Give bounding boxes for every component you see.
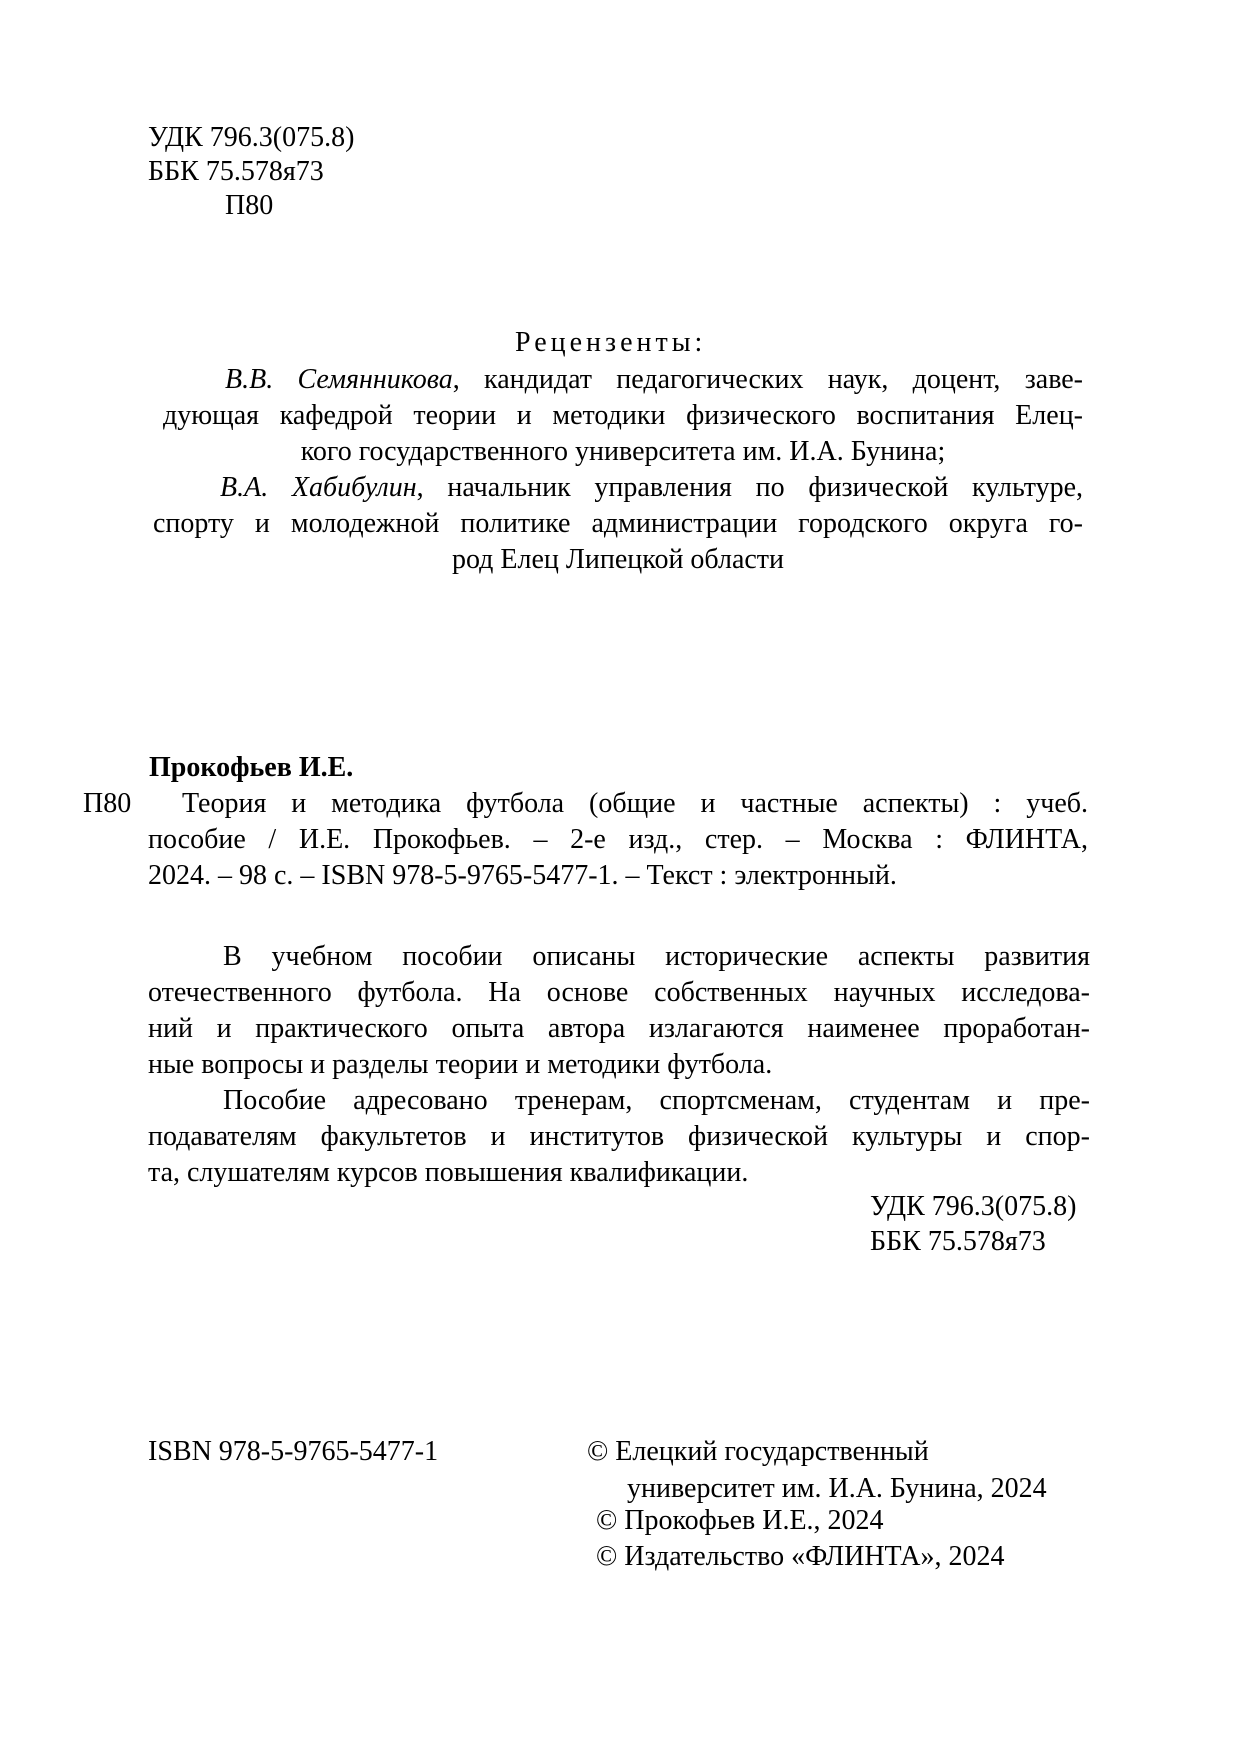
annotation-p1-line-4: ные вопросы и разделы теории и методики футбола. xyxy=(148,1049,773,1080)
bbk-code: ББК 75.578я73 xyxy=(148,156,324,187)
reviewer-1-line-2: дующая кафедрой теории и методики физического воспитания Елец- xyxy=(163,400,1083,431)
author-mark: П80 xyxy=(225,190,274,221)
annotation-p2-line-1: Пособие адресовано тренерам, спортсменам, студентам и пре- xyxy=(223,1085,1090,1116)
isbn: ISBN 978-5-9765-5477-1 xyxy=(148,1436,439,1467)
bibliographic-line-3: 2024. – 98 с. – ISBN 978-5-9765-5477-1. – Текст : электронный. xyxy=(148,860,897,891)
udk-code: УДК 796.3(075.8) xyxy=(148,122,355,153)
annotation-p2-line-3: та, слушателям курсов повышения квалификации. xyxy=(148,1157,749,1188)
bibliographic-line-2: пособие / И.Е. Прокофьев. – 2-е изд., стер. – Москва : ФЛИНТА, xyxy=(148,824,1088,855)
reviewer-2-line-1 xyxy=(220,471,1083,504)
reviewer-1-line-3: кого государственного университета им. И.А. Бунина; xyxy=(300,436,946,467)
reviewer-1-name: В.В. Семянникова xyxy=(225,364,453,395)
reviewer-1-line-1 xyxy=(225,363,1083,396)
copyright-university-line-1: © Елецкий государственный xyxy=(587,1436,929,1467)
copyright-university-line-2: университет им. И.А. Бунина, 2024 xyxy=(627,1473,1047,1504)
annotation-p1-line-2: отечественного футбола. На основе собственных научных исследова- xyxy=(148,977,1090,1008)
reviewer-2-name: В.А. Хабибулин xyxy=(220,472,417,503)
reviewer-2-line-1-text: , начальник управления по физической культуре, xyxy=(416,472,1083,503)
author-name: Прокофьев И.Е. xyxy=(149,752,354,783)
bibliographic-author xyxy=(149,751,353,784)
annotation-udk: УДК 796.3(075.8) xyxy=(870,1191,1077,1222)
annotation-bbk: ББК 75.578я73 xyxy=(870,1226,1046,1257)
bibliographic-line-1: Теория и методика футбола (общие и частные аспекты) : учеб. xyxy=(182,788,1088,819)
annotation-p1-line-3: ний и практического опыта автора излагаются наименее проработан- xyxy=(148,1013,1090,1044)
annotation-p2-line-2: подавателям факультетов и институтов физической культуры и спор- xyxy=(148,1121,1090,1152)
reviewer-2-line-3: род Елец Липецкой области xyxy=(451,544,785,575)
reviewers-heading: Рецензенты: xyxy=(515,327,707,358)
copyright-author: © Прокофьев И.Е., 2024 xyxy=(596,1505,884,1536)
bibliographic-mark: П80 xyxy=(83,788,132,819)
annotation-p1-line-1: В учебном пособии описаны исторические аспекты развития xyxy=(223,941,1090,972)
reviewer-1-line-1-text: , кандидат педагогических наук, доцент, заве- xyxy=(452,364,1083,395)
reviewer-2-line-2: спорту и молодежной политике администрации городского округа го- xyxy=(153,508,1083,539)
copyright-publisher: © Издательство «ФЛИНТА», 2024 xyxy=(596,1541,1005,1572)
